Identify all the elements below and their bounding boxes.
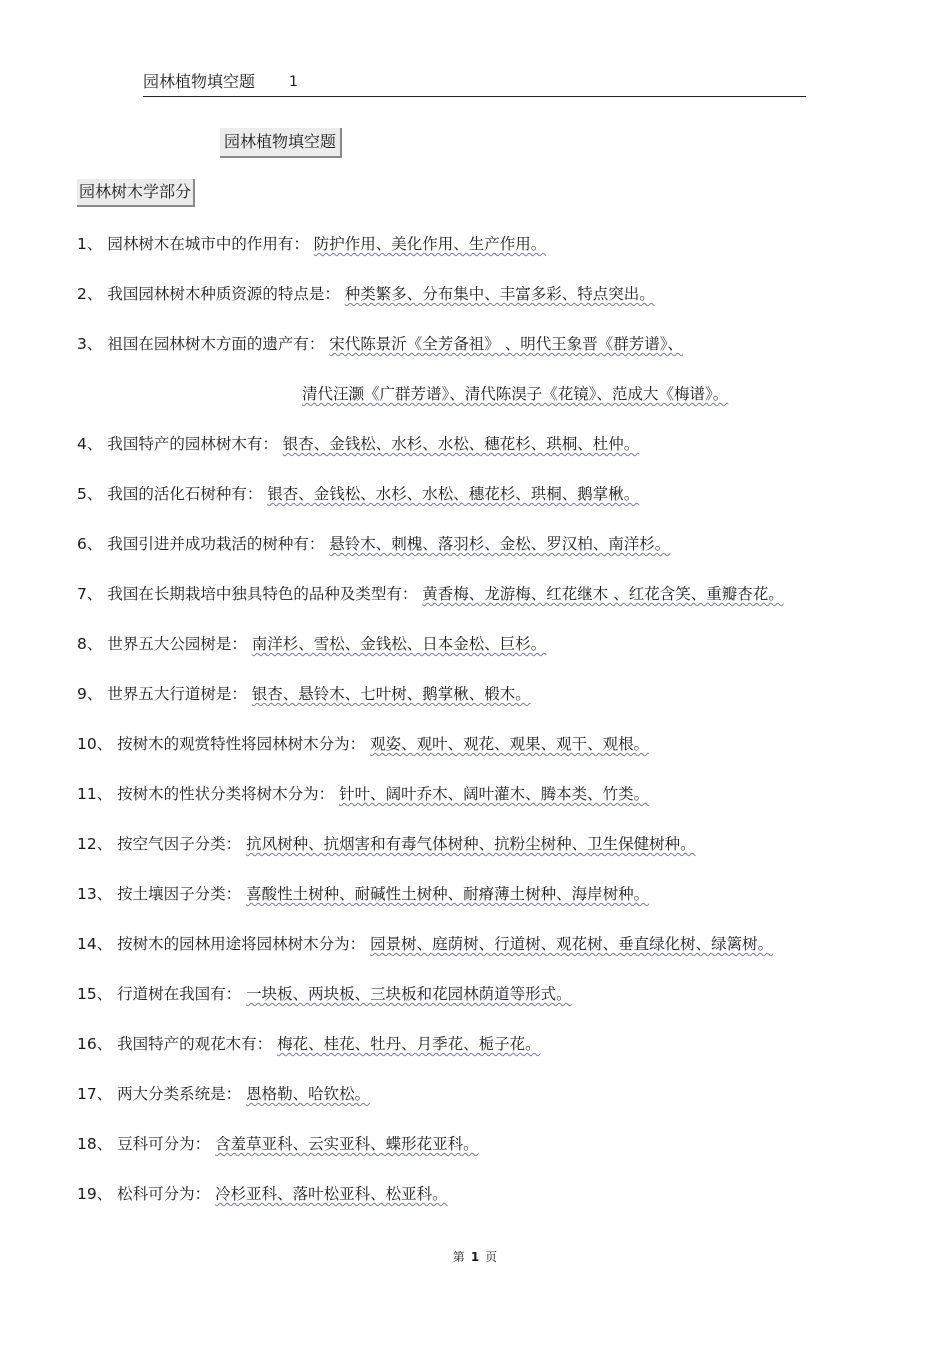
question-text: 行道树在我国有： [117, 985, 242, 1003]
question-number: 4、 [77, 435, 103, 453]
question-text: 园林树木在城市中的作用有： [107, 235, 309, 253]
question-number: 13、 [77, 885, 113, 903]
header-title: 园林植物填空题 [143, 72, 256, 91]
question-answer: 银杏、金钱松、水杉、水松、穗花杉、珙桐、鹅掌楸。 [267, 485, 640, 503]
question-answer: 黄香梅、龙游梅、红花继木 、红花含笑、重瓣杏花。 [422, 585, 784, 603]
header-number: 1 [289, 74, 298, 90]
question-answer: 含羞草亚科、云实亚科、蝶形花亚科。 [215, 1135, 479, 1153]
question-14 [77, 932, 773, 956]
question-number: 3、 [77, 335, 103, 353]
question-answer: 种类繁多、分布集中、丰富多彩、特点突出。 [344, 285, 655, 303]
question-text: 我国特产的观花木有： [117, 1035, 273, 1053]
question-5 [77, 482, 639, 506]
document-title: 园林植物填空题 [220, 128, 342, 158]
question-answer: 清代汪灏《广群芳谱》、清代陈淏子《花镜》、范成大《梅谱》。 [302, 385, 729, 403]
page-header [143, 72, 806, 97]
question-11 [77, 782, 649, 806]
question-answer: 防护作用、美化作用、生产作用。 [313, 235, 547, 253]
question-7 [77, 582, 784, 606]
question-text: 两大分类系统是： [117, 1085, 242, 1103]
question-number: 18、 [77, 1135, 113, 1153]
question-number: 1、 [77, 235, 103, 253]
question-text: 世界五大行道树是： [107, 685, 247, 703]
question-text: 按土壤因子分类： [117, 885, 242, 903]
page-footer [0, 1249, 950, 1265]
question-answer: 梅花、桂花、牡丹、月季花、栀子花。 [277, 1035, 541, 1053]
question-answer: 银杏、悬铃木、七叶树、鹅掌楸、椴木。 [251, 685, 531, 703]
page-number: 1 [470, 1250, 480, 1264]
question-number: 19、 [77, 1185, 113, 1203]
question-6 [77, 532, 670, 556]
question-text: 我国的活化石树种有： [107, 485, 263, 503]
question-text: 按树木的园林用途将园林树木分为： [117, 935, 366, 953]
question-3 [77, 332, 683, 356]
question-number: 2、 [77, 285, 103, 303]
section-title: 园林树木学部分 [77, 179, 195, 207]
question-number: 16、 [77, 1035, 113, 1053]
question-number: 9、 [77, 685, 103, 703]
question-number: 14、 [77, 935, 113, 953]
question-answer: 恩格勒、哈钦松。 [246, 1085, 371, 1103]
question-answer: 银杏、金钱松、水杉、水松、穗花杉、珙桐、杜仲。 [282, 435, 640, 453]
question-text: 我国在长期栽培中独具特色的品种及类型有： [107, 585, 418, 603]
question-text: 我国特产的园林树木有： [107, 435, 278, 453]
question-number: 10、 [77, 735, 113, 753]
question-17 [77, 1082, 370, 1106]
footer-suffix: 页 [485, 1250, 498, 1264]
question-13 [77, 882, 649, 906]
question-text: 按树木的观赏特性将园林树木分为： [117, 735, 366, 753]
question-2 [77, 282, 655, 306]
question-16 [77, 1032, 541, 1056]
question-text: 松科可分为： [117, 1185, 211, 1203]
question-number: 6、 [77, 535, 103, 553]
question-text: 我国园林树木种质资源的特点是： [107, 285, 340, 303]
question-answer: 冷杉亚科、落叶松亚科、松亚科。 [215, 1185, 448, 1203]
question-number: 8、 [77, 635, 103, 653]
question-answer: 抗风树种、抗烟害和有毒气体树种、抗粉尘树种、卫生保健树种。 [246, 835, 696, 853]
question-text: 按空气因子分类： [117, 835, 242, 853]
question-15 [77, 982, 572, 1006]
question-12 [77, 832, 696, 856]
question-text: 豆科可分为： [117, 1135, 211, 1153]
question-text: 祖国在园林树木方面的遗产有： [107, 335, 325, 353]
question-answer: 观姿、观叶、观花、观果、观干、观根。 [370, 735, 650, 753]
question-text: 世界五大公园树是： [107, 635, 247, 653]
question-answer: 园景树、庭荫树、行道树、观花树、垂直绿化树、绿篱树。 [370, 935, 774, 953]
question-text: 我国引进并成功栽活的树种有： [107, 535, 325, 553]
question-answer: 喜酸性土树种、耐碱性土树种、耐瘠薄土树种、海岸树种。 [246, 885, 650, 903]
question-number: 17、 [77, 1085, 113, 1103]
footer-prefix: 第 [452, 1250, 465, 1264]
question-text: 按树木的性状分类将树木分为： [117, 785, 335, 803]
question-number: 12、 [77, 835, 113, 853]
question-18 [77, 1132, 479, 1156]
question-number: 15、 [77, 985, 113, 1003]
question-answer: 一块板、两块板、三块板和花园林荫道等形式。 [246, 985, 572, 1003]
question-number: 11、 [77, 785, 113, 803]
question-answer: 南洋杉、雪松、金钱松、日本金松、巨杉。 [251, 635, 547, 653]
question-1 [77, 232, 546, 256]
question-number: 7、 [77, 585, 103, 603]
question-10 [77, 732, 649, 756]
question-8 [77, 632, 546, 656]
question-answer: 针叶、阔叶乔木、阔叶灌木、腾本类、竹类。 [339, 785, 650, 803]
question-3-continued [302, 382, 728, 406]
question-9 [77, 682, 531, 706]
question-19 [77, 1182, 448, 1206]
question-4 [77, 432, 639, 456]
question-number: 5、 [77, 485, 103, 503]
question-answer: 宋代陈景沂《全芳备祖》 、明代王象晋《群芳谱》、 [329, 335, 683, 353]
question-answer: 悬铃木、刺槐、落羽杉、金松、罗汉柏、南洋杉。 [329, 535, 671, 553]
